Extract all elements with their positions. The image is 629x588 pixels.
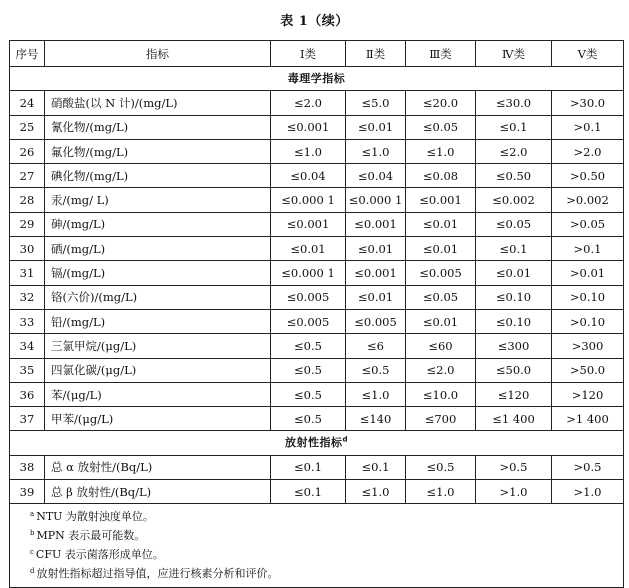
table-row bbox=[10, 480, 624, 504]
indicator-cell: 硒/(mg/L) bbox=[45, 237, 271, 261]
row-number-cell: 30 bbox=[10, 237, 45, 261]
class-4-value-cell: >0.5 bbox=[476, 455, 552, 479]
class-2-value-cell: ≤0.001 bbox=[346, 212, 406, 236]
class-1-value-cell: ≤0.005 bbox=[271, 285, 346, 309]
header-cell-class-3: Ⅲ类 bbox=[406, 41, 476, 67]
section-row bbox=[10, 431, 624, 455]
row-number-cell: 34 bbox=[10, 334, 45, 358]
class-2-value-cell: ≤0.000 1 bbox=[346, 188, 406, 212]
class-5-value-cell: >300 bbox=[552, 334, 624, 358]
class-4-value-cell: >1.0 bbox=[476, 480, 552, 504]
class-4-value-cell: ≤50.0 bbox=[476, 358, 552, 382]
class-4-value-cell: ≤0.002 bbox=[476, 188, 552, 212]
class-1-value-cell: ≤0.5 bbox=[271, 407, 346, 431]
class-5-value-cell: >0.5 bbox=[552, 455, 624, 479]
class-2-value-cell: ≤0.04 bbox=[346, 164, 406, 188]
row-number-cell: 28 bbox=[10, 188, 45, 212]
indicator-cell: 四氯化碳/(μg/L) bbox=[45, 358, 271, 382]
row-number-cell: 38 bbox=[10, 455, 45, 479]
section-title bbox=[10, 431, 624, 455]
class-4-value-cell: ≤120 bbox=[476, 382, 552, 406]
table-row bbox=[10, 261, 624, 285]
class-1-value-cell: ≤0.000 1 bbox=[271, 261, 346, 285]
table-row bbox=[10, 91, 624, 115]
row-number-cell: 39 bbox=[10, 480, 45, 504]
row-number-cell: 36 bbox=[10, 382, 45, 406]
table-row bbox=[10, 382, 624, 406]
class-5-value-cell: >0.10 bbox=[552, 285, 624, 309]
class-3-value-cell: ≤0.01 bbox=[406, 309, 476, 333]
row-number-cell: 33 bbox=[10, 309, 45, 333]
footnote-marker: d bbox=[30, 566, 35, 575]
class-3-value-cell: ≤10.0 bbox=[406, 382, 476, 406]
class-3-value-cell: ≤0.08 bbox=[406, 164, 476, 188]
indicator-cell: 苯/(μg/L) bbox=[45, 382, 271, 406]
class-4-value-cell: ≤0.01 bbox=[476, 261, 552, 285]
footnote-marker: a bbox=[30, 509, 35, 518]
class-4-value-cell: ≤300 bbox=[476, 334, 552, 358]
class-3-value-cell: ≤1.0 bbox=[406, 480, 476, 504]
class-2-value-cell: ≤0.005 bbox=[346, 309, 406, 333]
table-row bbox=[10, 164, 624, 188]
footnotes bbox=[10, 504, 624, 588]
indicator-cell: 镉/(mg/L) bbox=[45, 261, 271, 285]
footnote-line bbox=[30, 564, 623, 583]
class-5-value-cell: >120 bbox=[552, 382, 624, 406]
indicator-cell: 硝酸盐(以 N 计)/(mg/L) bbox=[45, 91, 271, 115]
indicator-cell: 汞/(mg/ L) bbox=[45, 188, 271, 212]
class-2-value-cell: ≤1.0 bbox=[346, 139, 406, 163]
class-1-value-cell: ≤0.000 1 bbox=[271, 188, 346, 212]
class-3-value-cell: ≤0.05 bbox=[406, 285, 476, 309]
row-number-cell: 29 bbox=[10, 212, 45, 236]
table-row bbox=[10, 309, 624, 333]
class-1-value-cell: ≤2.0 bbox=[271, 91, 346, 115]
row-number-cell: 37 bbox=[10, 407, 45, 431]
class-5-value-cell: >0.002 bbox=[552, 188, 624, 212]
table-row bbox=[10, 407, 624, 431]
class-5-value-cell: >0.1 bbox=[552, 237, 624, 261]
class-1-value-cell: ≤0.001 bbox=[271, 115, 346, 139]
footnote-line bbox=[30, 526, 623, 545]
class-4-value-cell: ≤0.10 bbox=[476, 309, 552, 333]
row-number-cell: 24 bbox=[10, 91, 45, 115]
class-2-value-cell: ≤6 bbox=[346, 334, 406, 358]
class-3-value-cell: ≤0.01 bbox=[406, 212, 476, 236]
class-5-value-cell: >1.0 bbox=[552, 480, 624, 504]
class-4-value-cell: ≤2.0 bbox=[476, 139, 552, 163]
class-2-value-cell: ≤140 bbox=[346, 407, 406, 431]
indicator-cell: 铅/(mg/L) bbox=[45, 309, 271, 333]
table-row bbox=[10, 212, 624, 236]
header-cell-class-2: Ⅱ类 bbox=[346, 41, 406, 67]
class-1-value-cell: ≤0.5 bbox=[271, 334, 346, 358]
class-3-value-cell: ≤0.5 bbox=[406, 455, 476, 479]
class-1-value-cell: ≤0.04 bbox=[271, 164, 346, 188]
section-title-text: 放射性指标 bbox=[284, 436, 343, 450]
class-4-value-cell: ≤0.1 bbox=[476, 237, 552, 261]
class-3-value-cell: ≤2.0 bbox=[406, 358, 476, 382]
row-number-cell: 27 bbox=[10, 164, 45, 188]
class-1-value-cell: ≤0.5 bbox=[271, 382, 346, 406]
indicator-cell: 三氯甲烷/(μg/L) bbox=[45, 334, 271, 358]
indicator-cell: 氰化物/(mg/L) bbox=[45, 115, 271, 139]
class-3-value-cell: ≤700 bbox=[406, 407, 476, 431]
footnote-marker: d bbox=[342, 435, 348, 444]
row-number-cell: 25 bbox=[10, 115, 45, 139]
class-1-value-cell: ≤0.1 bbox=[271, 480, 346, 504]
footnote-marker: b bbox=[30, 528, 35, 537]
class-2-value-cell: ≤0.01 bbox=[346, 285, 406, 309]
row-number-cell: 35 bbox=[10, 358, 45, 382]
indicator-cell: 总 α 放射性/(Bq/L) bbox=[45, 455, 271, 479]
class-2-value-cell: ≤0.01 bbox=[346, 237, 406, 261]
indicator-cell: 碘化物/(mg/L) bbox=[45, 164, 271, 188]
header-cell-class-5: Ⅴ类 bbox=[552, 41, 624, 67]
class-3-value-cell: ≤1.0 bbox=[406, 139, 476, 163]
indicator-cell: 氟化物/(mg/L) bbox=[45, 139, 271, 163]
section-title-text: 毒理学指标 bbox=[287, 71, 346, 85]
table-row bbox=[10, 237, 624, 261]
header-cell-indicator: 指标 bbox=[45, 41, 271, 67]
footnote-text: CFU 表示菌落形成单位。 bbox=[35, 548, 164, 562]
class-5-value-cell: >0.05 bbox=[552, 212, 624, 236]
class-5-value-cell: >0.10 bbox=[552, 309, 624, 333]
section-row bbox=[10, 67, 624, 91]
notes-row bbox=[10, 504, 624, 588]
class-3-value-cell: ≤60 bbox=[406, 334, 476, 358]
class-2-value-cell: ≤0.5 bbox=[346, 358, 406, 382]
class-2-value-cell: ≤0.001 bbox=[346, 261, 406, 285]
class-2-value-cell: ≤0.01 bbox=[346, 115, 406, 139]
table-row bbox=[10, 139, 624, 163]
class-2-value-cell: ≤1.0 bbox=[346, 382, 406, 406]
class-5-value-cell: >0.50 bbox=[552, 164, 624, 188]
class-5-value-cell: >1 400 bbox=[552, 407, 624, 431]
header-cell-class-1: Ⅰ类 bbox=[271, 41, 346, 67]
row-number-cell: 26 bbox=[10, 139, 45, 163]
table-row bbox=[10, 334, 624, 358]
table-row bbox=[10, 188, 624, 212]
class-1-value-cell: ≤0.001 bbox=[271, 212, 346, 236]
table-row bbox=[10, 455, 624, 479]
class-5-value-cell: >50.0 bbox=[552, 358, 624, 382]
class-3-value-cell: ≤0.01 bbox=[406, 237, 476, 261]
table-body bbox=[10, 67, 624, 504]
footnote-line bbox=[30, 507, 623, 526]
class-4-value-cell: ≤30.0 bbox=[476, 91, 552, 115]
class-4-value-cell: ≤0.10 bbox=[476, 285, 552, 309]
class-1-value-cell: ≤0.1 bbox=[271, 455, 346, 479]
table-row bbox=[10, 115, 624, 139]
class-1-value-cell: ≤0.005 bbox=[271, 309, 346, 333]
standards-table bbox=[9, 40, 624, 588]
row-number-cell: 31 bbox=[10, 261, 45, 285]
indicator-cell: 甲苯/(μg/L) bbox=[45, 407, 271, 431]
footnote-text: 放射性指标超过指导值，应进行核素分析和评价。 bbox=[36, 567, 279, 581]
class-5-value-cell: >0.01 bbox=[552, 261, 624, 285]
class-4-value-cell: ≤0.05 bbox=[476, 212, 552, 236]
section-title bbox=[10, 67, 624, 91]
class-3-value-cell: ≤0.005 bbox=[406, 261, 476, 285]
header-row bbox=[10, 41, 624, 67]
row-number-cell: 32 bbox=[10, 285, 45, 309]
class-4-value-cell: ≤0.50 bbox=[476, 164, 552, 188]
class-2-value-cell: ≤5.0 bbox=[346, 91, 406, 115]
class-4-value-cell: ≤1 400 bbox=[476, 407, 552, 431]
class-3-value-cell: ≤0.001 bbox=[406, 188, 476, 212]
table-caption: 表 1（续） bbox=[280, 14, 349, 29]
class-1-value-cell: ≤0.01 bbox=[271, 237, 346, 261]
footnote-text: MPN 表示最可能数。 bbox=[36, 529, 146, 543]
class-4-value-cell: ≤0.1 bbox=[476, 115, 552, 139]
class-5-value-cell: >0.1 bbox=[552, 115, 624, 139]
table-row bbox=[10, 285, 624, 309]
indicator-cell: 砷/(mg/L) bbox=[45, 212, 271, 236]
class-3-value-cell: ≤20.0 bbox=[406, 91, 476, 115]
header-cell-no: 序号 bbox=[10, 41, 45, 67]
footnote-line bbox=[30, 545, 623, 564]
footnote-marker: c bbox=[30, 547, 34, 556]
indicator-cell: 铬(六价)/(mg/L) bbox=[45, 285, 271, 309]
class-2-value-cell: ≤1.0 bbox=[346, 480, 406, 504]
indicator-cell: 总 β 放射性/(Bq/L) bbox=[45, 480, 271, 504]
class-5-value-cell: >2.0 bbox=[552, 139, 624, 163]
table-row bbox=[10, 358, 624, 382]
class-1-value-cell: ≤0.5 bbox=[271, 358, 346, 382]
class-2-value-cell: ≤0.1 bbox=[346, 455, 406, 479]
class-1-value-cell: ≤1.0 bbox=[271, 139, 346, 163]
class-3-value-cell: ≤0.05 bbox=[406, 115, 476, 139]
header-cell-class-4: Ⅳ类 bbox=[476, 41, 552, 67]
footnote-text: NTU 为散射浊度单位。 bbox=[36, 510, 154, 524]
class-5-value-cell: >30.0 bbox=[552, 91, 624, 115]
